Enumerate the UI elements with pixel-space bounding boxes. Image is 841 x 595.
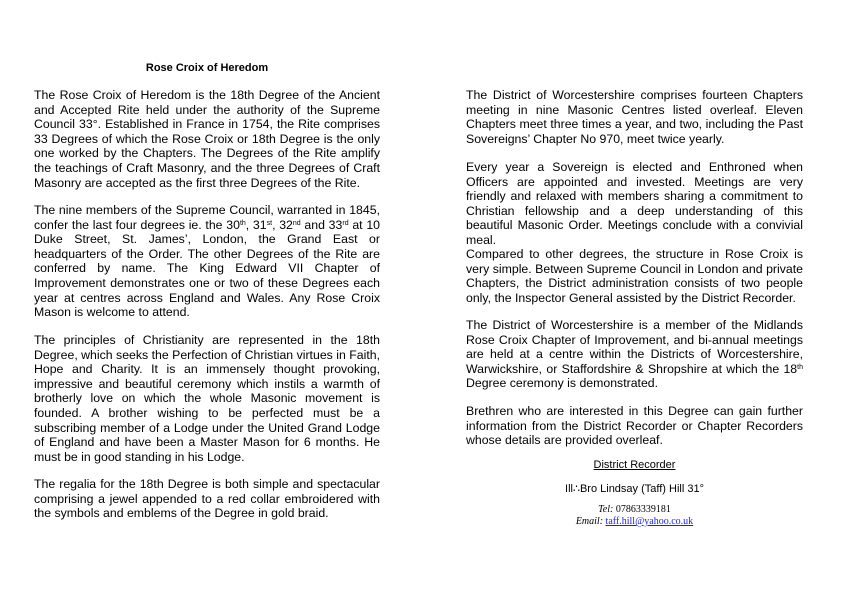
district-recorder-heading: District Recorder <box>593 459 676 471</box>
midlands-paragraph: The District of Worcestershire is a member of the Midlands Rose Croix Chapter of Improvement, and bi-annual meetings are held at a centre within the Districts of Worcestershire, Warwickshire, or Staffordshire & Shropshire at which the 18th Degree ceremony is demonstrated. <box>466 318 803 391</box>
brethren-paragraph: Brethren who are interested in this Degree can gain further information from the District Recorder or Chapter Recorders whose details are provided overleaf. <box>466 404 803 448</box>
district-paragraph: The District of Worcestershire comprises fourteen Chapters meeting in nine Masonic Centres listed overleaf. Eleven Chapters meet three times a year, and two, including the Past Sovereigns’ Chapter No 970, meet twice yearly. <box>466 88 803 146</box>
regalia-paragraph: The regalia for the 18th Degree is both simple and spectacular comprising a jewel appended to a red collar embroidered with the symbols and emblems of the Degree in gold braid. <box>34 477 380 521</box>
structure-paragraph: Compared to other degrees, the structure in Rose Croix is very simple. Between Supreme Council in London and private Chapters, the District administration consists of two people only, the Inspector General assisted by the District Recorder. <box>466 247 803 305</box>
christianity-paragraph: The principles of Christianity are represented in the 18th Degree, which seeks the Perfection of Christian virtues in Faith, Hope and Charity. It is an immensely thought provoking, impressive and beautiful ceremony which instils a warmth of brotherly love on which the whole Masonic movement is founded. A brother wishing to be perfected must be a subscribing member of a Lodge under the United Grand Lodge of England and have been a Master Mason for 6 months. He must be in good standing in his Lodge. <box>34 333 380 464</box>
intro-paragraph: The Rose Croix of Heredom is the 18th Degree of the Ancient and Accepted Rite held under the authority of the Supreme Council 33°. Established in France in 1754, the Rite comprises 33 Degrees of which the Rose Croix or 18th Degree is the only one worked by the Chapters. The Degrees of the Rite amplify the teachings of Craft Masonry, and the three Degrees of Craft Masonry are accepted as the first three Degrees of the Rite. <box>34 88 380 190</box>
email-line <box>466 516 803 528</box>
email-link[interactable]: taff.hill@yahoo.co.uk <box>605 516 694 527</box>
telephone-value: 07863339181 <box>615 504 671 515</box>
email-label: Email: <box>575 516 604 527</box>
telephone-line <box>466 504 803 516</box>
district-recorder-name: Ill∴Bro Lindsay (Taff) Hill 31° <box>565 483 704 495</box>
sovereign-paragraph: Every year a Sovereign is elected and Enthroned when Officers are appointed and invested. Meetings are very friendly and relaxed with members sharing a commitment to Christian fellowship and a deep understanding of this beautiful Masonic Order. Meetings conclude with a convivial meal. <box>466 160 803 247</box>
supreme-council-paragraph: The nine members of the Supreme Council, warranted in 1845, confer the last four degrees ie. the 30th, 31st, 32nd and 33rd at 10 Duke Street, St. James’, London, the Grand East or headquarters of the Order. The other Degrees of the Rite are conferred by name. The King Edward VII Chapter of Improvement demonstrates one or two of these Degrees each year at centres across England and Wales. Any Rose Croix Mason is welcome to attend. <box>34 203 380 320</box>
telephone-label: Tel: <box>598 504 614 515</box>
document-title: Rose Croix of Heredom <box>145 62 269 74</box>
